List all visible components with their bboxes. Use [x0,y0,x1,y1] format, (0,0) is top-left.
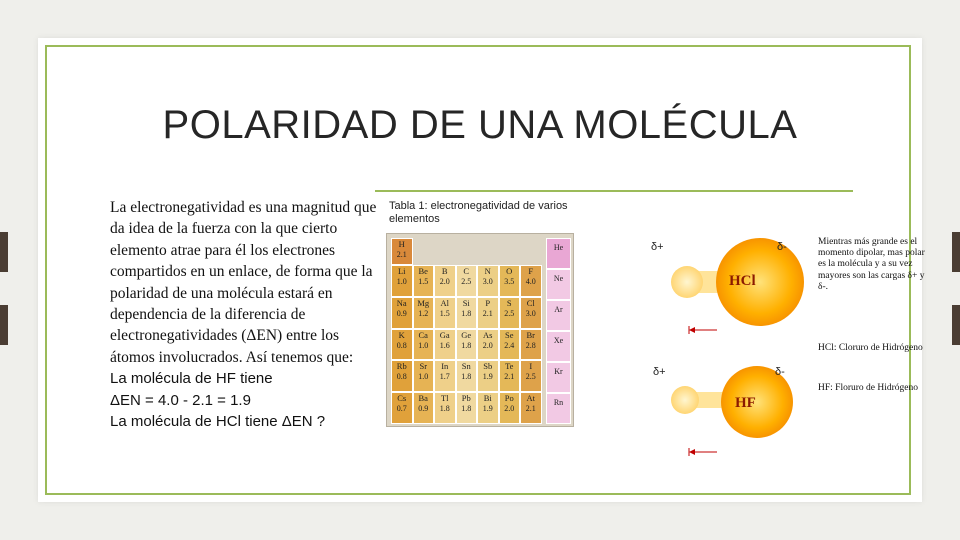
hcl-molecule-graphic [665,233,815,351]
element-symbol: Po [504,393,514,404]
element-cell-o [499,265,521,297]
element-cell-s [499,297,521,329]
dipole-note: Mientras más grande es el momento dipolar, mas polar es la molécula y a su vez mayores son las cargas δ+ y δ-. [818,237,925,292]
element-cell-sb [477,360,499,392]
element-electronegativity: 3.0 [525,308,536,318]
element-electronegativity: 2.0 [504,404,515,414]
element-symbol: Te [505,361,514,372]
hf-delta-plus: δ+ [653,366,666,378]
element-cell-te [499,360,521,392]
element-electronegativity: 2.1 [504,372,515,382]
element-cell-be [413,265,435,297]
element-symbol: Cs [397,393,407,404]
element-cell-si [456,297,478,329]
element-cell-i [520,360,542,392]
hf-name-note: HF: Floruro de Hidrógeno [818,383,919,393]
element-cell-h [391,238,413,265]
element-symbol: Be [418,266,428,276]
title-rule [375,190,853,192]
element-symbol: Tl [440,393,449,404]
element-electronegativity: 0.9 [418,404,429,414]
element-cell-b [434,265,456,297]
element-symbol: I [529,361,533,372]
element-symbol: Sn [461,361,471,372]
element-symbol: As [483,329,493,340]
element-electronegativity: 0.8 [396,372,407,382]
hcl-diagram [651,233,815,351]
element-electronegativity: 4.0 [525,277,536,286]
hcl-delta-minus: δ- [777,241,787,253]
element-cell-sr [413,360,435,392]
element-cell-f [520,265,542,297]
element-symbol: Ba [418,393,428,404]
element-symbol: Ca [418,329,428,340]
element-electronegativity: 2.0 [482,340,493,350]
element-symbol: In [441,361,449,372]
noble-gas-cell-ne: Ne [546,269,571,300]
element-cell-ba [413,392,435,424]
element-symbol: Al [440,297,449,308]
element-cell-k [391,329,413,361]
element-electronegativity: 1.8 [461,308,472,318]
element-electronegativity: 0.9 [396,308,407,318]
body-paragraph: La electronegatividad es una magnitud que da idea de la fuerza con la que cierto elemento atrae para él los electrones compartidos en un enlace, de forma que la polaridad de una molécula estará en dependencia de la diferencia de electronegatividades (ΔEN) entre los átomos involucrados. Así tenemos que: [110,199,377,366]
element-cell-tl [434,392,456,424]
element-electronegativity: 2.8 [525,340,536,350]
element-symbol: Bi [483,393,492,404]
element-electronegativity: 2.5 [504,308,515,318]
element-symbol: B [441,266,448,276]
element-cell-se [499,329,521,361]
element-symbol: Rb [396,361,407,372]
element-electronegativity: 1.9 [482,372,493,382]
element-symbol: P [485,297,491,308]
element-electronegativity: 0.8 [396,340,407,350]
element-electronegativity: 1.0 [418,372,429,382]
element-cell-rb [391,360,413,392]
element-symbol: Si [462,297,470,308]
element-cell-at [520,392,542,424]
element-cell-li [391,265,413,297]
element-electronegativity: 2.1 [525,404,536,414]
element-cell-cs [391,392,413,424]
hf-label: HF [735,395,756,411]
element-electronegativity: 1.9 [482,404,493,414]
element-symbol: Cl [526,297,535,308]
element-electronegativity: 1.5 [418,277,429,286]
element-symbol: Ge [461,329,472,340]
element-symbol: F [528,266,534,276]
hcl-name-note: HCl: Cloruro de Hidrógeno [818,343,923,353]
element-electronegativity: 1.8 [439,404,450,414]
hcl-label: HCl [729,273,756,289]
element-cell-br [520,329,542,361]
element-symbol: Pb [461,393,471,404]
element-cell-sn [456,360,478,392]
element-symbol: K [398,329,405,340]
element-symbol: Br [526,329,535,340]
noble-gas-cell-xe: Xe [546,331,571,362]
element-cell-in [434,360,456,392]
left-tab-bottom [0,305,8,345]
hf-delta-minus: δ- [775,366,785,378]
element-electronegativity: 3.5 [504,277,515,286]
element-symbol: O [506,266,513,276]
element-electronegativity: 1.8 [461,340,472,350]
element-cell-po [499,392,521,424]
right-tab-top [952,232,960,272]
element-electronegativity: 0.7 [396,404,407,414]
element-electronegativity: 2.5 [525,372,536,382]
element-symbol: N [484,266,491,276]
element-electronegativity: 1.0 [396,277,407,286]
element-cell-bi [477,392,499,424]
hcl-line: La molécula de HCl tiene ΔEN ? [110,413,326,431]
right-tab-bottom [952,305,960,345]
element-symbol: S [506,297,512,308]
element-symbol: C [463,266,470,276]
element-cell-cl [520,297,542,329]
element-electronegativity: 2.1 [482,308,493,318]
element-electronegativity: 3.0 [482,277,493,286]
element-symbol: Sb [483,361,493,372]
element-symbol: Li [397,266,406,276]
hf-line-1: La molécula de HF tiene [110,370,273,388]
element-electronegativity: 2.4 [504,340,515,350]
element-symbol: Mg [417,297,430,308]
element-cell-al [434,297,456,329]
noble-gas-cell-he: He [546,238,571,269]
element-cell-na [391,297,413,329]
element-symbol: At [526,393,535,404]
element-symbol: Ga [439,329,450,340]
element-cell-pb [456,392,478,424]
electronegativity-table [386,233,574,427]
hcl-delta-plus: δ+ [651,241,664,253]
element-symbol: H [398,239,405,249]
element-cell-c [456,265,478,297]
element-cell-ge [456,329,478,361]
element-electronegativity: 1.7 [439,372,450,382]
element-electronegativity: 2.5 [461,277,472,286]
element-symbol: Na [396,297,407,308]
element-electronegativity: 2.0 [439,277,450,286]
element-cell-ga [434,329,456,361]
noble-gas-cell-rn: Rn [546,393,571,424]
element-electronegativity: 2.1 [396,250,407,259]
element-cell-as [477,329,499,361]
element-electronegativity: 1.8 [461,404,472,414]
element-symbol: Sr [419,361,428,372]
element-cell-n [477,265,499,297]
hf-diagram [653,360,815,478]
element-electronegativity: 1.2 [418,308,429,318]
element-electronegativity: 1.8 [461,372,472,382]
element-symbol: Se [505,329,514,340]
slide-title: POLARIDAD DE UNA MOLÉCULA [162,103,798,147]
element-electronegativity: 1.5 [439,308,450,318]
hf-molecule-graphic [665,360,815,468]
noble-gas-cell-ar: Ar [546,300,571,331]
element-electronegativity: 1.6 [439,340,450,350]
left-tab-top [0,232,8,272]
table-caption: Tabla 1: electronegatividad de varios elementos [389,200,568,225]
body-text [110,197,380,432]
element-electronegativity: 1.0 [418,340,429,350]
element-cell-ca [413,329,435,361]
element-cell-mg [413,297,435,329]
element-cell-p [477,297,499,329]
hf-line-2: ΔEN = 4.0 - 2.1 = 1.9 [110,391,251,409]
noble-gas-cell-kr: Kr [546,362,571,393]
